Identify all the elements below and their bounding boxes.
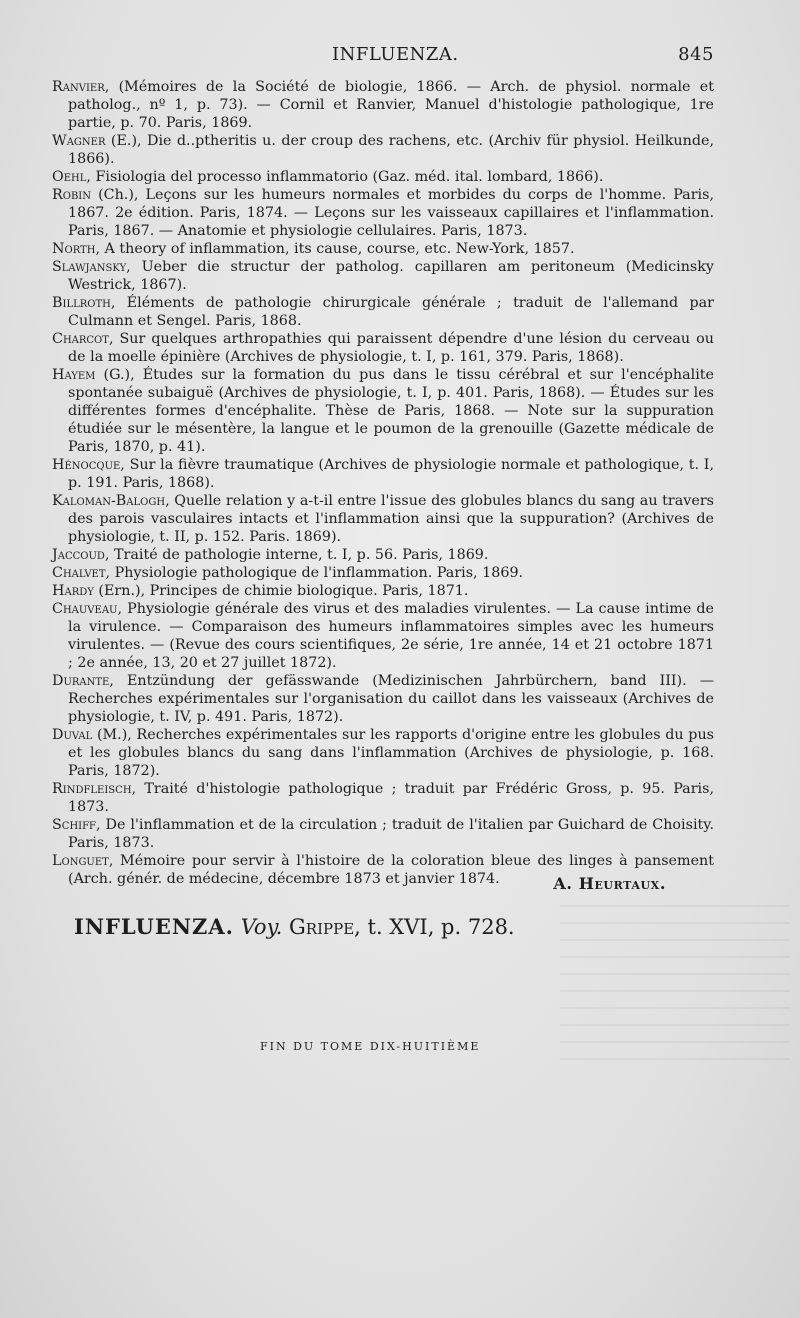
bibliography-entry <box>52 780 714 816</box>
grippe-ref: Grippe <box>289 915 355 939</box>
entry-text: , Ueber die structur der patholog. capillaren am peritoneum (Medicinsky Westrick, 1867). <box>68 259 714 293</box>
entry-author: Schiff <box>52 817 96 833</box>
page-number: 845 <box>678 44 714 65</box>
bibliography-entry <box>52 240 714 258</box>
entry-author: Durante <box>52 673 110 689</box>
entry-text: , Quelle relation y a-t-il entre l'issue des globules blancs du sang au travers des parois vasculaires intacts et l'inflammation ainsi que la suppuration? (Archives de physiologie, t. II, p. 152. Paris. 1869). <box>68 493 714 545</box>
influenza-cross-reference <box>74 914 515 939</box>
entry-author: Hayem <box>52 367 96 383</box>
bibliography-entry <box>52 258 714 294</box>
bibliography-entry <box>52 366 714 456</box>
bibliography-entry <box>52 78 714 132</box>
entry-text: , A theory of inflammation, its cause, course, etc. New-York, 1857. <box>95 241 575 257</box>
entry-author: Rindfleisch <box>52 781 132 797</box>
entry-text: , Sur quelques arthropathies qui paraissent dépendre d'une lésion du cerveau ou de la moelle épinière (Archives de physiologie, t. I, p. 161, 379. Paris, 1868). <box>68 331 714 365</box>
author-signature: A. Heurtaux. <box>553 874 666 893</box>
bibliography-entry <box>52 330 714 366</box>
bibliography-entry <box>52 582 714 600</box>
entry-author: Longuet <box>52 853 109 869</box>
voy-label: Voy. <box>240 915 283 939</box>
entry-author: Chalvet <box>52 565 106 581</box>
entry-author: Charcot <box>52 331 109 347</box>
bibliography-entry <box>52 492 714 546</box>
entry-text: (M.), Recherches expérimentales sur les rapports d'origine entre les globules du pus et les globules blancs du sang dans l'inflammation (Archives de physiologie, p. 168. Paris, 1872). <box>68 727 714 779</box>
entry-text: (Ern.), Principes de chimie biologique. Paris, 1871. <box>93 583 469 599</box>
ref-location: , t. XVI, p. 728. <box>354 915 515 939</box>
entry-text: (Ch.), Leçons sur les humeurs normales et morbides du corps de l'homme. Paris, 1867. 2e édition. Paris, 1874. — Leçons sur les vaisseaux capillaires et l'inflammation. Paris, 1867. — Anatomie et physiologie cellulaires. Paris, 1873. <box>68 187 714 239</box>
entry-author: Hénocque <box>52 457 121 473</box>
entry-text: , Fisiologia del processo inflammatorio (Gaz. méd. ital. lombard, 1866). <box>86 169 604 185</box>
bleed-through-texture <box>560 905 790 1075</box>
entry-text: , De l'inflammation et de la circulation ; traduit de l'italien par Guichard de Choisity. Paris, 1873. <box>68 817 714 851</box>
entry-heading: INFLUENZA. <box>74 914 234 939</box>
entry-text: , Physiologie générale des virus et des maladies virulentes. — La cause intime de la virulence. — Comparaison des humeurs inflammatoires simples avec les humeurs virulentes. — (Revue des cours scientifiques, 2e série, 1re année, 14 et 21 octobre 1871 ; 2e année, 13, 20 et 27 juillet 1872). <box>68 601 714 671</box>
entry-author: North <box>52 241 96 257</box>
entry-text: , (Mémoires de la Société de biologie, 1866. — Arch. de physiol. normale et patholog., nº 1, p. 73). — Cornil et Ranvier, Manuel d'histologie pathologique, 1re partie, p. 70. Paris, 1869. <box>68 79 714 131</box>
entry-author: Robin <box>52 187 92 203</box>
bibliography-entry <box>52 726 714 780</box>
bibliography-entry <box>52 546 714 564</box>
entry-text: , Entzündung der gefässwande (Medizinischen Jahrbürchern, band III). — Recherches expérimentales sur l'organisation du caillot dans les vaisseaux (Archives de physiologie, t. IV, p. 491. Paris, 1872). <box>68 673 714 725</box>
entry-author: Duval <box>52 727 93 743</box>
entry-text: , Sur la fièvre traumatique (Archives de physiologie normale et pathologique, t. I, p. 191. Paris, 1868). <box>68 457 714 491</box>
entry-author: Billroth <box>52 295 111 311</box>
bibliography-entry <box>52 672 714 726</box>
bibliography-entry <box>52 186 714 240</box>
entry-text: (G.), Études sur la formation du pus dans le tissu cérébral et sur l'encéphalite spontanée subaiguë (Archives de physiologie, t. I, p. 401. Paris, 1868). — Études sur les différentes formes d'encéphalite. Thèse de Paris, 1868. — Note sur la suppuration étudiée sur le mésentère, la langue et le poumon de la grenouille (Gazette médicale de Paris, 1870, p. 41). <box>68 367 714 455</box>
bibliography <box>52 78 714 888</box>
bibliography-entry <box>52 564 714 582</box>
entry-text: , Traité de pathologie interne, t. I, p. 56. Paris, 1869. <box>104 547 489 563</box>
entry-author: Ranvier <box>52 79 105 95</box>
entry-author: Jaccoud <box>52 547 105 563</box>
bibliography-entry <box>52 600 714 672</box>
entry-text: , Traité d'histologie pathologique ; traduit par Frédéric Gross, p. 95. Paris, 1873. <box>68 781 714 815</box>
entry-author: Oehl <box>52 169 87 185</box>
bibliography-entry <box>52 168 714 186</box>
bibliography-entry <box>52 456 714 492</box>
entry-author: Chauveau <box>52 601 118 617</box>
entry-author: Slawjansky <box>52 259 127 275</box>
end-of-volume-note: FIN DU TOME DIX-HUITIÈME <box>260 1040 481 1053</box>
entry-author: Kaloman-Balogh <box>52 493 166 509</box>
running-title: INFLUENZA. <box>332 44 459 65</box>
entry-author: Wagner <box>52 133 106 149</box>
bibliography-entry <box>52 294 714 330</box>
entry-text: , Mémoire pour servir à l'histoire de la coloration bleue des linges à pansement (Arch. génér. de médecine, décembre 1873 et janvier 1874. <box>68 853 714 887</box>
bibliography-entry <box>52 132 714 168</box>
entry-author: Hardy <box>52 583 94 599</box>
entry-text: (E.), Die d..ptheritis u. der croup des rachens, etc. (Archiv für physiol. Heilkunde, 1866). <box>68 133 714 167</box>
bibliography-entry <box>52 816 714 852</box>
entry-text: , Physiologie pathologique de l'inflammation. Paris, 1869. <box>105 565 524 581</box>
entry-text: , Éléments de pathologie chirurgicale générale ; traduit de l'allemand par Culmann et Sengel. Paris, 1868. <box>68 295 714 329</box>
